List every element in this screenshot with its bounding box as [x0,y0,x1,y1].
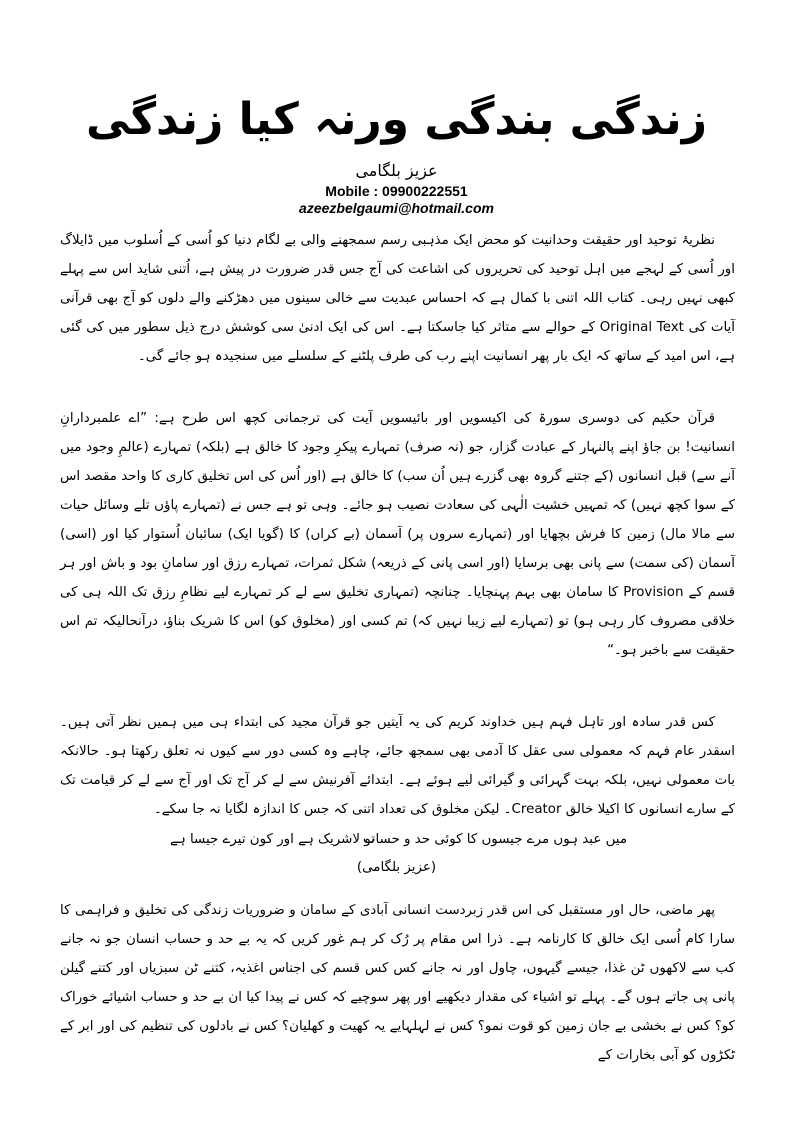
paragraph-text: کس قدر سادہ اور تاہل فہم ہیں خداوند کریم کی یہ آیتیں جو قرآن مجید کی ابتداء ہی میں ہمیں نظر آتی ہیں۔ اسقدر عام فہم کہ معمولی سی عقل کا آدمی بھی سمجھ جائے، چاہے وہ کسی دور سے کیوں نہ تعلق رکھتا ہو۔ حالانکہ بات معمولی نہیں، بلکہ بہت گہرائی و گیرائی لیے ہوئے ہے۔ ابتدائے آفرنیش سے لے کر آج تک اور آج سے لے کر قیامت تک کے سارے انسانوں کا اکیلا خالق Creator۔ لیکن مخلوق کی تعداد اتنی کہ جس کا اندازہ لگایا نہ جا سکے۔ [60,715,735,817]
couplet-line-second: تو لاشریک ہے اور کون تیرے جیسا ہے [170,832,375,847]
article-title: زندگی بندگی ورنہ کیا زندگی [85,94,708,145]
paragraph-quran-translation [60,404,735,665]
poetry-couplet [60,828,735,852]
paragraph-text: پھر ماضی، حال اور مستقبل کی اس قدر زبردست انسانی آبادی کے سامان و ضروریات زندگی کی تخلیق و فراہمی کا سارا کام اُسی ایک خالق کا کارنامہ ہے۔ ذرا اس مقام پر رُک کر ہم غور کریں کہ یہ بے حد و حساب انسان جو نہ جانے کب سے لاکھوں ٹن غذا، جیسے گیہوں، چاول اور نہ جانے کس کس قسم کی اجناس اغذیہ، کتنے ٹن سبزیاں اور کتنے گیلن پانی پی جاتے ہوں گے۔ پہلے تو اشیاء کی مقدار دیکھیے اور پھر سوچیے کہ کس نے پیدا کیا ان بے حد و حساب اشیائے خوراک کو؟ کس نے بخشی بے جان زمین کو قوت نمو؟ کس نے لہلہایے یہ کھیت و کھلیان؟ کس نے بادلوں کی تنظیم کی اور ابر کے ٹکڑوں کو آبی بخارات کے [60,903,735,1063]
paragraph-reflection [60,896,735,1070]
paragraph-text: قرآن حکیم کی دوسری سورۃ کی اکیسویں اور بائیسویں آیت کی ترجمانی کچھ اس طرح ہے: ”اے علمبردارانِ انسانیت! بن جاؤ اپنے پالنہار کے عبادت گزار، جو (نہ صرف) تمہارے پیکرِ وجود کا خالق ہے (بلکہ) تمہارے (عالمِ وجود میں آنے سے) قبل انسانوں (کے جتنے گروہ بھی گزرے ہیں اُن سب) کا خالق ہے (اور اُس کی اس تخلیق کاری کا واحد مقصد اس کے سوا کچھ نہیں) کہ تمہیں خشیت الٰہی کی سعادت نصیب ہو جائے۔ وہی تو ہے جس نے (تمہارے پاؤں تلے وسائل حیات سے مالا مال) زمین کا فرش بچھایا اور (تمہارے سروں پر) آسمان (بے کراں) کا (گویا ایک) سائبان اُستوار کیا اور (اسی) آسمان (کی سمت) سے پانی بھی برسایا (اور اسی پانی کے ذریعہ) شکل ثمرات، تمہارے رزق اور سامانِ بود و باش اور ہر قسم کے Provision کا سامان بھی بہم پہنچایا۔ چنانچہ (تمہاری تخلیق سے لے کر تمہارے لیے نظامِ رزق تک اللہ ہی کی خلاقی مصروف کار رہی ہو) تو (تمہارے لیے زیبا نہیں کہ) تم کسی اور (مخلوق کو) اس کا شریک بناؤ، درآنحالیکہ تم اس حقیقت سے باخبر ہو۔“ [60,411,735,658]
author-mobile: Mobile : 09900222551 [325,183,468,199]
paragraph-commentary [60,708,735,824]
paragraph-text: نظریۂ توحید اور حقیقت وحدانیت کو محض ایک مذہبی رسم سمجھنے والی بے لگام دنیا کو اُسی کے اُسلوب میں ڈایلاگ اور اُسی کے لہجے میں اہل توحید کی تحریروں کی اشاعت کی آج جس قدر ضرورت در پیش ہے، اُتنی شاید اس سے پہلے کبھی نہیں رہی۔ کتاب اللہ اتنی با کمال ہے کہ احساس عبدیت سے خالی سینوں میں دھڑکنے والے دلوں کو آج بھی قرآنی آیات کی Original Text کے حوالے سے متاثر کیا جاسکتا ہے۔ اس کی ایک ادنیٰ سی کوشش درج ذیل سطور میں کی گئی ہے، اس امید کے ساتھ کہ ایک بار پھر انسانیت اپنے رب کی طرف پلٹنے کے سلسلے میں سنجیدہ ہو جائے گی۔ [60,233,735,364]
couplet-credit: (عزیز بلگامی) [356,860,437,875]
couplet-line-first: میں عبد ہوں مرے جیسوں کا کوئی حد و حساب [362,832,627,847]
author-email: azeezbelgaumi@hotmail.com [299,200,494,216]
author-name: عزیز بلگامی [355,161,438,180]
paragraph-intro [60,226,735,371]
